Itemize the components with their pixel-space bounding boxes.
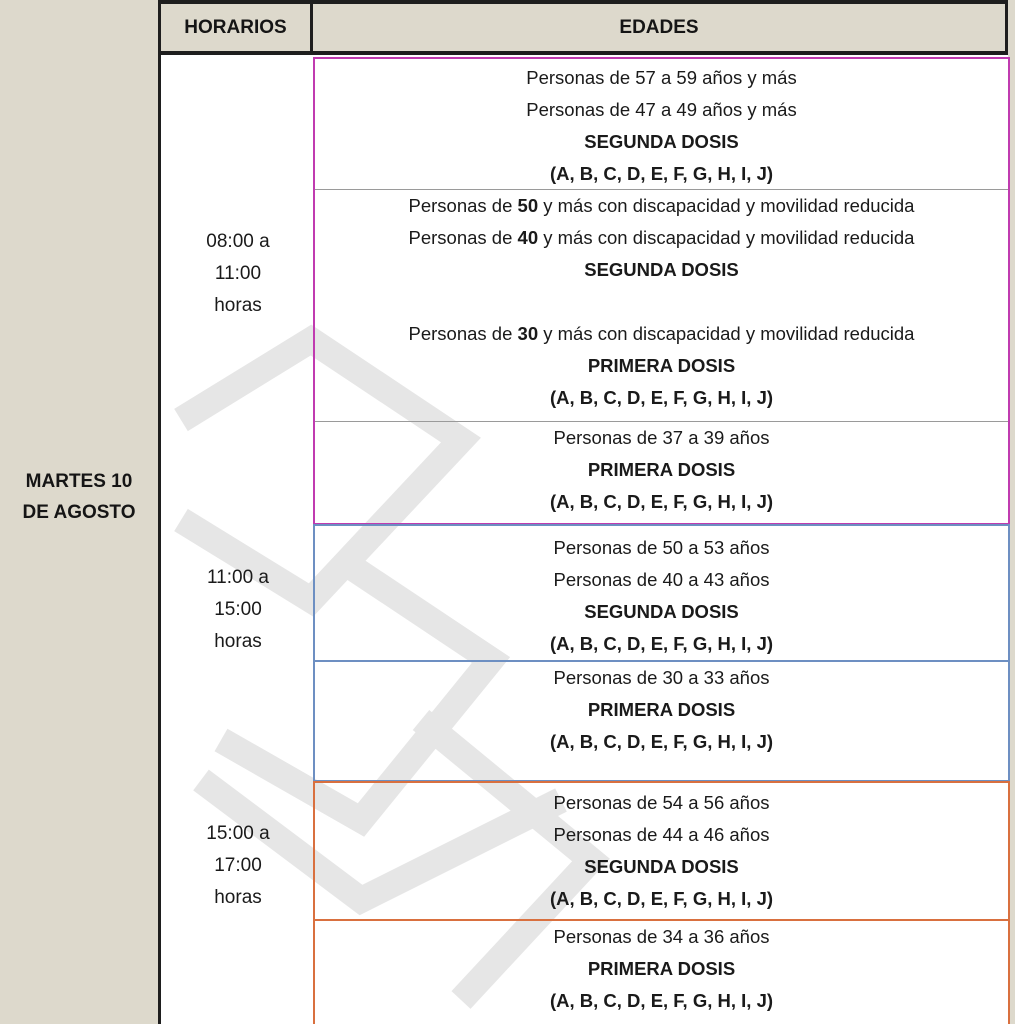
time-slot-1 [163,226,313,322]
cell-3-2 [315,919,1008,1017]
time-slot-3 [163,818,313,914]
time-slot-1-unit: horas [214,295,262,316]
age-line: Personas de 34 a 36 años [553,926,770,947]
cell-2-1 [315,532,1008,660]
age-line: Personas de 37 a 39 años [553,427,770,448]
time-slot-2-end: 15:00 [214,599,262,620]
cell-3-1 [315,787,1008,915]
header-horarios: HORARIOS [161,0,313,55]
dose-label: SEGUNDA DOSIS [584,856,739,877]
dose-label: PRIMERA DOSIS [587,699,736,720]
letters-label: (A, B, C, D, E, F, G, H, I, J) [549,387,774,408]
time-slot-2 [163,562,313,658]
letters-label: (A, B, C, D, E, F, G, H, I, J) [549,990,774,1011]
cell-2-2 [315,660,1008,758]
disability-line: Personas de 50 y más con discapacidad y movilidad reducida [408,195,915,216]
header-edades: EDADES [313,0,1008,55]
time-slot-3-start: 15:00 a [206,823,270,844]
letters-label: (A, B, C, D, E, F, G, H, I, J) [549,163,774,184]
age-line: Personas de 44 a 46 años [553,824,770,845]
letters-label: (A, B, C, D, E, F, G, H, I, J) [549,491,774,512]
group-slot-1 [313,57,1010,525]
letters-label: (A, B, C, D, E, F, G, H, I, J) [549,731,774,752]
age-line: Personas de 50 a 53 años [553,537,770,558]
age-line: Personas de 54 a 56 años [553,792,770,813]
cell-1-1 [315,62,1008,190]
time-slot-2-unit: horas [214,631,262,652]
age-line: Personas de 57 a 59 años y más [526,67,797,88]
day-label-line1: MARTES 10 [25,471,133,492]
letters-label: (A, B, C, D, E, F, G, H, I, J) [549,633,774,654]
disability-line: Personas de 40 y más con discapacidad y movilidad reducida [408,227,915,248]
dose-label: PRIMERA DOSIS [587,355,736,376]
cell-1-2 [315,189,1008,414]
dose-label: PRIMERA DOSIS [587,459,736,480]
time-slot-3-end: 17:00 [214,855,262,876]
day-label [0,466,158,528]
age-line: Personas de 47 a 49 años y más [526,99,797,120]
cell-1-3 [315,421,1008,518]
dose-label: SEGUNDA DOSIS [584,601,739,622]
dose-label: SEGUNDA DOSIS [584,259,739,280]
disability-line: Personas de 30 y más con discapacidad y movilidad reducida [408,323,915,344]
spacer [315,286,1008,318]
time-slot-1-start: 08:00 a [206,231,270,252]
age-line: Personas de 30 a 33 años [553,667,770,688]
time-slot-3-unit: horas [214,887,262,908]
day-label-line2: DE AGOSTO [22,502,136,523]
group-slot-2 [313,524,1010,782]
time-slot-2-start: 11:00 a [207,567,269,588]
dose-label: SEGUNDA DOSIS [584,131,739,152]
age-line: Personas de 40 a 43 años [553,569,770,590]
time-slot-1-end: 11:00 [214,263,262,284]
group-slot-3 [313,781,1010,1024]
letters-label: (A, B, C, D, E, F, G, H, I, J) [549,888,774,909]
dose-label: PRIMERA DOSIS [587,958,736,979]
